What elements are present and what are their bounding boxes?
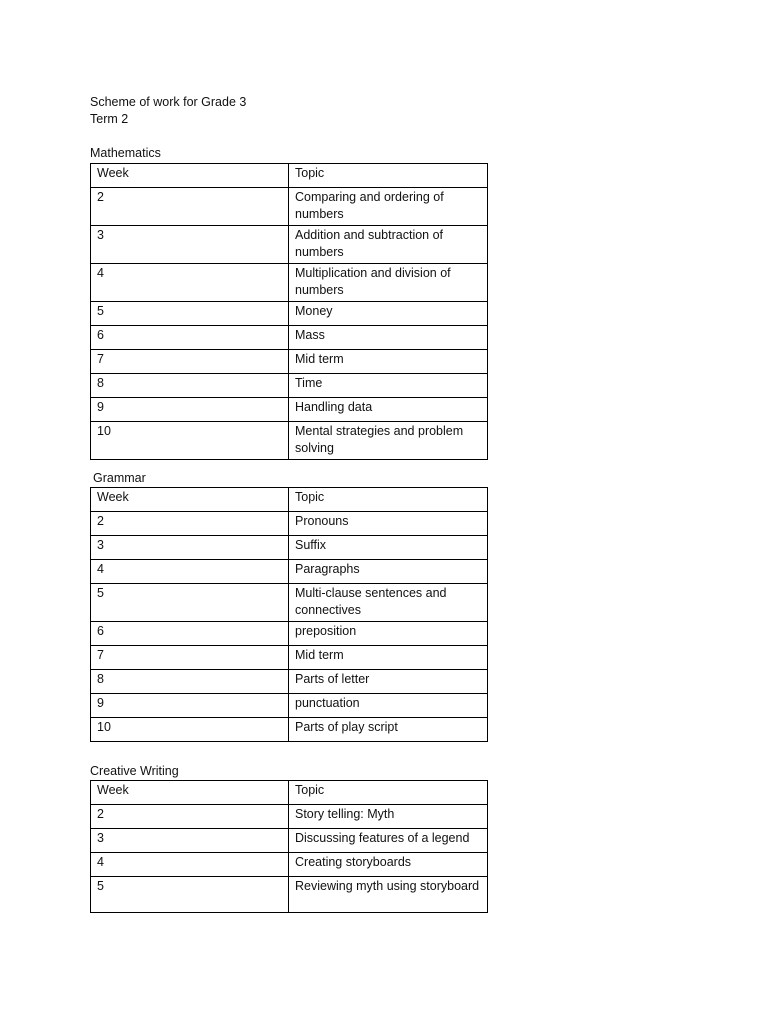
topic-cell: preposition [289,622,488,646]
section-label-creative-writing: Creative Writing [90,764,179,778]
column-header-topic: Topic [289,488,488,512]
week-cell: 10 [91,422,289,460]
week-cell: 7 [91,350,289,374]
week-cell: 7 [91,646,289,670]
topic-cell: Mental strategies and problem solving [289,422,488,460]
table-row [91,536,488,560]
week-cell: 4 [91,560,289,584]
week-cell: 5 [91,584,289,622]
table-row [91,188,488,226]
table-mathematics [90,163,488,460]
table-row [91,805,488,829]
topic-cell: Parts of play script [289,718,488,742]
column-header-week: Week [91,164,289,188]
table-row [91,302,488,326]
table-header-row [91,488,488,512]
week-cell: 4 [91,853,289,877]
topic-cell: Multiplication and division of numbers [289,264,488,302]
table-header-row [91,781,488,805]
topic-cell: Money [289,302,488,326]
topic-cell: Creating storyboards [289,853,488,877]
column-header-week: Week [91,781,289,805]
section-label-grammar: Grammar [93,471,146,485]
topic-cell: Time [289,374,488,398]
topic-cell: Paragraphs [289,560,488,584]
week-cell: 3 [91,829,289,853]
table-row [91,853,488,877]
week-cell: 2 [91,512,289,536]
table-row [91,264,488,302]
week-cell: 8 [91,374,289,398]
topic-cell: Mid term [289,646,488,670]
column-header-week: Week [91,488,289,512]
table-row [91,877,488,913]
table-row [91,512,488,536]
week-cell: 8 [91,670,289,694]
table-row [91,398,488,422]
topic-cell: Mid term [289,350,488,374]
table-row [91,622,488,646]
week-cell: 3 [91,226,289,264]
table-row [91,350,488,374]
column-header-topic: Topic [289,781,488,805]
table-header-row [91,164,488,188]
week-cell: 5 [91,877,289,913]
topic-cell: Story telling: Myth [289,805,488,829]
topic-cell: Pronouns [289,512,488,536]
document-title: Scheme of work for Grade 3 [90,95,247,109]
table-row [91,560,488,584]
topic-cell: Addition and subtraction of numbers [289,226,488,264]
topic-cell: Discussing features of a legend [289,829,488,853]
table-row [91,829,488,853]
table-row [91,326,488,350]
week-cell: 2 [91,805,289,829]
week-cell: 4 [91,264,289,302]
table-row [91,646,488,670]
week-cell: 10 [91,718,289,742]
table-row [91,670,488,694]
table-row [91,374,488,398]
table-grammar [90,487,488,742]
section-label-mathematics: Mathematics [90,146,161,160]
table-row [91,226,488,264]
topic-cell: Suffix [289,536,488,560]
week-cell: 5 [91,302,289,326]
column-header-topic: Topic [289,164,488,188]
topic-cell: punctuation [289,694,488,718]
term-label: Term 2 [90,112,129,126]
table-row [91,718,488,742]
week-cell: 9 [91,694,289,718]
topic-cell: Multi-clause sentences and connectives [289,584,488,622]
topic-cell: Reviewing myth using storyboard [289,877,488,913]
week-cell: 3 [91,536,289,560]
week-cell: 9 [91,398,289,422]
topic-cell: Comparing and ordering of numbers [289,188,488,226]
topic-cell: Parts of letter [289,670,488,694]
table-row [91,422,488,460]
week-cell: 2 [91,188,289,226]
topic-cell: Mass [289,326,488,350]
week-cell: 6 [91,326,289,350]
table-creative-writing [90,780,488,913]
table-row [91,584,488,622]
table-row [91,694,488,718]
week-cell: 6 [91,622,289,646]
topic-cell: Handling data [289,398,488,422]
